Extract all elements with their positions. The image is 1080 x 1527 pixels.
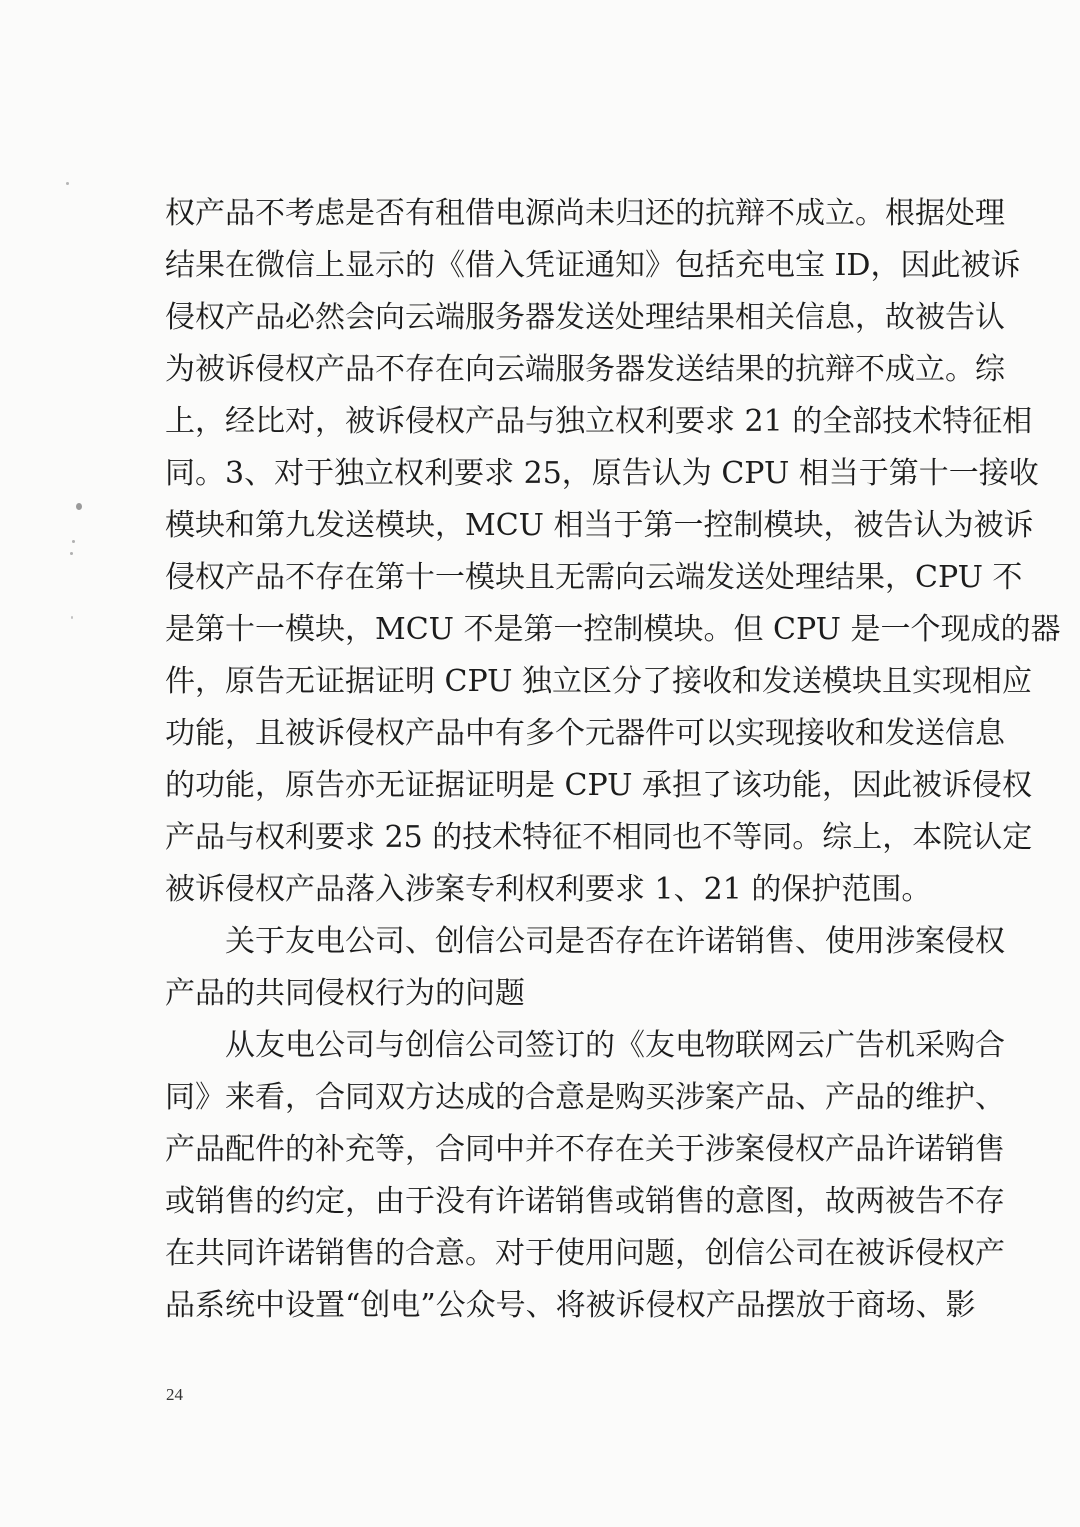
scan-speck <box>76 503 82 510</box>
scan-speck <box>70 552 73 555</box>
page-number: 24 <box>166 1385 183 1404</box>
scan-speck <box>71 616 73 619</box>
text-line: 的功能，原告亦无证据证明是 CPU 承担了该功能，因此被诉侵权 <box>165 768 1032 803</box>
text-line: 结果在微信上显示的《借入凭证通知》包括充电宝 ID，因此被诉 <box>165 248 1021 283</box>
text-line: 被诉侵权产品落入涉案专利权利要求 1、21 的保护范围。 <box>165 872 932 907</box>
scan-speck <box>72 540 75 543</box>
text-line: 件，原告无证据证明 CPU 独立区分了接收和发送模块且实现相应 <box>165 664 1032 699</box>
text-line: 模块和第九发送模块，MCU 相当于第一控制模块，被告认为被诉 <box>165 508 1034 543</box>
text-line: 品系统中设置“创电”公众号、将被诉侵权产品摆放于商场、影 <box>165 1288 976 1323</box>
section-heading-line: 关于友电公司、创信公司是否存在许诺销售、使用涉案侵权 <box>225 924 1005 959</box>
text-line: 在共同许诺销售的合意。对于使用问题，创信公司在被诉侵权产 <box>165 1236 1005 1271</box>
body-text <box>165 188 1061 1332</box>
text-line: 侵权产品必然会向云端服务器发送处理结果相关信息，故被告认 <box>165 300 1005 335</box>
text-line: 上，经比对，被诉侵权产品与独立权利要求 21 的全部技术特征相 <box>165 404 1033 439</box>
section-heading-line: 产品的共同侵权行为的问题 <box>165 976 525 1011</box>
text-line: 产品配件的补充等，合同中并不存在关于涉案侵权产品许诺销售 <box>165 1132 1005 1167</box>
text-line: 权产品不考虑是否有租借电源尚未归还的抗辩不成立。根据处理 <box>165 196 1005 231</box>
text-line: 侵权产品不存在第十一模块且无需向云端发送处理结果，CPU 不 <box>165 560 1023 595</box>
text-line: 同》来看，合同双方达成的合意是购买涉案产品、产品的维护、 <box>165 1080 1005 1115</box>
text-line: 产品与权利要求 25 的技术特征不相同也不等同。综上，本院认定 <box>165 820 1033 855</box>
text-line: 功能，且被诉侵权产品中有多个元器件可以实现接收和发送信息 <box>165 716 1005 751</box>
text-line: 是第十一模块，MCU 不是第一控制模块。但 CPU 是一个现成的器 <box>165 612 1061 647</box>
scan-speck <box>66 182 69 185</box>
text-line: 从友电公司与创信公司签订的《友电物联网云广告机采购合 <box>225 1028 1005 1063</box>
text-line: 同。3、对于独立权利要求 25，原告认为 CPU 相当于第十一接收 <box>165 456 1039 491</box>
text-line: 为被诉侵权产品不存在向云端服务器发送结果的抗辩不成立。综 <box>165 352 1005 387</box>
text-line: 或销售的约定，由于没有许诺销售或销售的意图，故两被告不存 <box>165 1184 1005 1219</box>
